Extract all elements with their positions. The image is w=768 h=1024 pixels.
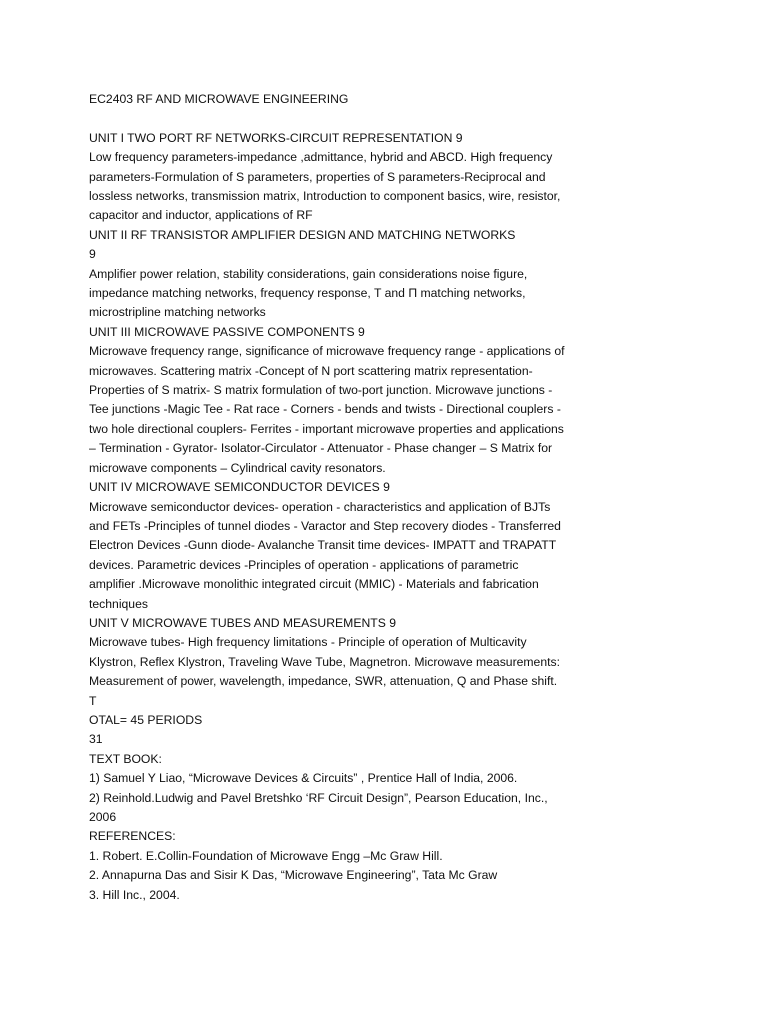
references-heading: REFERENCES: (89, 829, 176, 844)
text-line: capacitor and inductor, applications of RF (89, 208, 313, 223)
unit-2-hours: 9 (89, 247, 96, 262)
text-book-item: 2) Reinhold.Ludwig and Pavel Bretshko ‘RF Circuit Design”, Pearson Education, Inc., (89, 790, 548, 805)
blank-line (89, 109, 709, 128)
text-line: Microwave tubes- High frequency limitations - Principle of operation of Multicavity (89, 635, 527, 650)
text-line: Electron Devices -Gunn diode- Avalanche Transit time devices- IMPATT and TRAPATT (89, 538, 557, 553)
text-line: parameters-Formulation of S parameters, properties of S parameters-Reciprocal and (89, 169, 546, 184)
text-line: and FETs -Principles of tunnel diodes - Varactor and Step recovery diodes - Transferred (89, 518, 561, 533)
text-book-item-year: 2006 (89, 810, 117, 825)
text-line: lossless networks, transmission matrix, Introduction to component basics, wire, resistor, (89, 189, 561, 204)
total-fragment: T (89, 693, 97, 708)
total-periods: OTAL= 45 PERIODS (89, 712, 203, 727)
text-line: amplifier .Microwave monolithic integrated circuit (MMIC) - Materials and fabrication (89, 577, 539, 592)
text-book-item: 1) Samuel Y Liao, “Microwave Devices & Circuits” , Prentice Hall of India, 2006. (89, 771, 518, 786)
document-body (89, 90, 709, 905)
text-line: – Termination - Gyrator- Isolator-Circulator - Attenuator - Phase changer – S Matrix for (89, 441, 553, 456)
text-line: impedance matching networks, frequency response, T and Π matching networks, (89, 286, 526, 301)
reference-item: 3. Hill Inc., 2004. (89, 887, 180, 902)
page-number: 31 (89, 732, 103, 747)
text-line: Klystron, Reflex Klystron, Traveling Wave Tube, Magnetron. Microwave measurements: (89, 654, 560, 669)
text-book-heading: TEXT BOOK: (89, 751, 162, 766)
text-line: microstripline matching networks (89, 305, 266, 320)
text-line: two hole directional couplers- Ferrites - important microwave properties and applications (89, 421, 564, 436)
text-line: Microwave frequency range, significance of microwave frequency range - applications of (89, 344, 565, 359)
text-line: Microwave semiconductor devices- operation - characteristics and application of BJTs (89, 499, 551, 514)
unit-3-heading: UNIT III MICROWAVE PASSIVE COMPONENTS 9 (89, 324, 365, 339)
text-line: Properties of S matrix- S matrix formulation of two-port junction. Microwave junctions - (89, 383, 553, 398)
text-line: Low frequency parameters-impedance ,admittance, hybrid and ABCD. High frequency (89, 150, 553, 165)
text-line: Tee junctions -Magic Tee - Rat race - Corners - bends and twists - Directional couplers - (89, 402, 561, 417)
reference-item: 2. Annapurna Das and Sisir K Das, “Microwave Engineering”, Tata Mc Graw (89, 868, 498, 883)
text-line: microwaves. Scattering matrix -Concept of N port scattering matrix representation- (89, 363, 533, 378)
unit-2-heading: UNIT II RF TRANSISTOR AMPLIFIER DESIGN AND MATCHING NETWORKS (89, 227, 516, 242)
unit-4-heading: UNIT IV MICROWAVE SEMICONDUCTOR DEVICES 9 (89, 480, 390, 495)
text-line: techniques (89, 596, 148, 611)
reference-item: 1. Robert. E.Collin-Foundation of Microwave Engg –Mc Graw Hill. (89, 848, 443, 863)
text-line: Measurement of power, wavelength, impedance, SWR, attenuation, Q and Phase shift. (89, 674, 558, 689)
text-line: microwave components – Cylindrical cavity resonators. (89, 460, 386, 475)
document-title: EC2403 RF AND MICROWAVE ENGINEERING (89, 92, 349, 106)
text-line: devices. Parametric devices -Principles of operation - applications of parametric (89, 557, 519, 572)
text-line: Amplifier power relation, stability considerations, gain considerations noise figure, (89, 266, 528, 281)
unit-1-heading: UNIT I TWO PORT RF NETWORKS-CIRCUIT REPRESENTATION 9 (89, 130, 463, 145)
unit-5-heading: UNIT V MICROWAVE TUBES AND MEASUREMENTS 9 (89, 615, 396, 630)
